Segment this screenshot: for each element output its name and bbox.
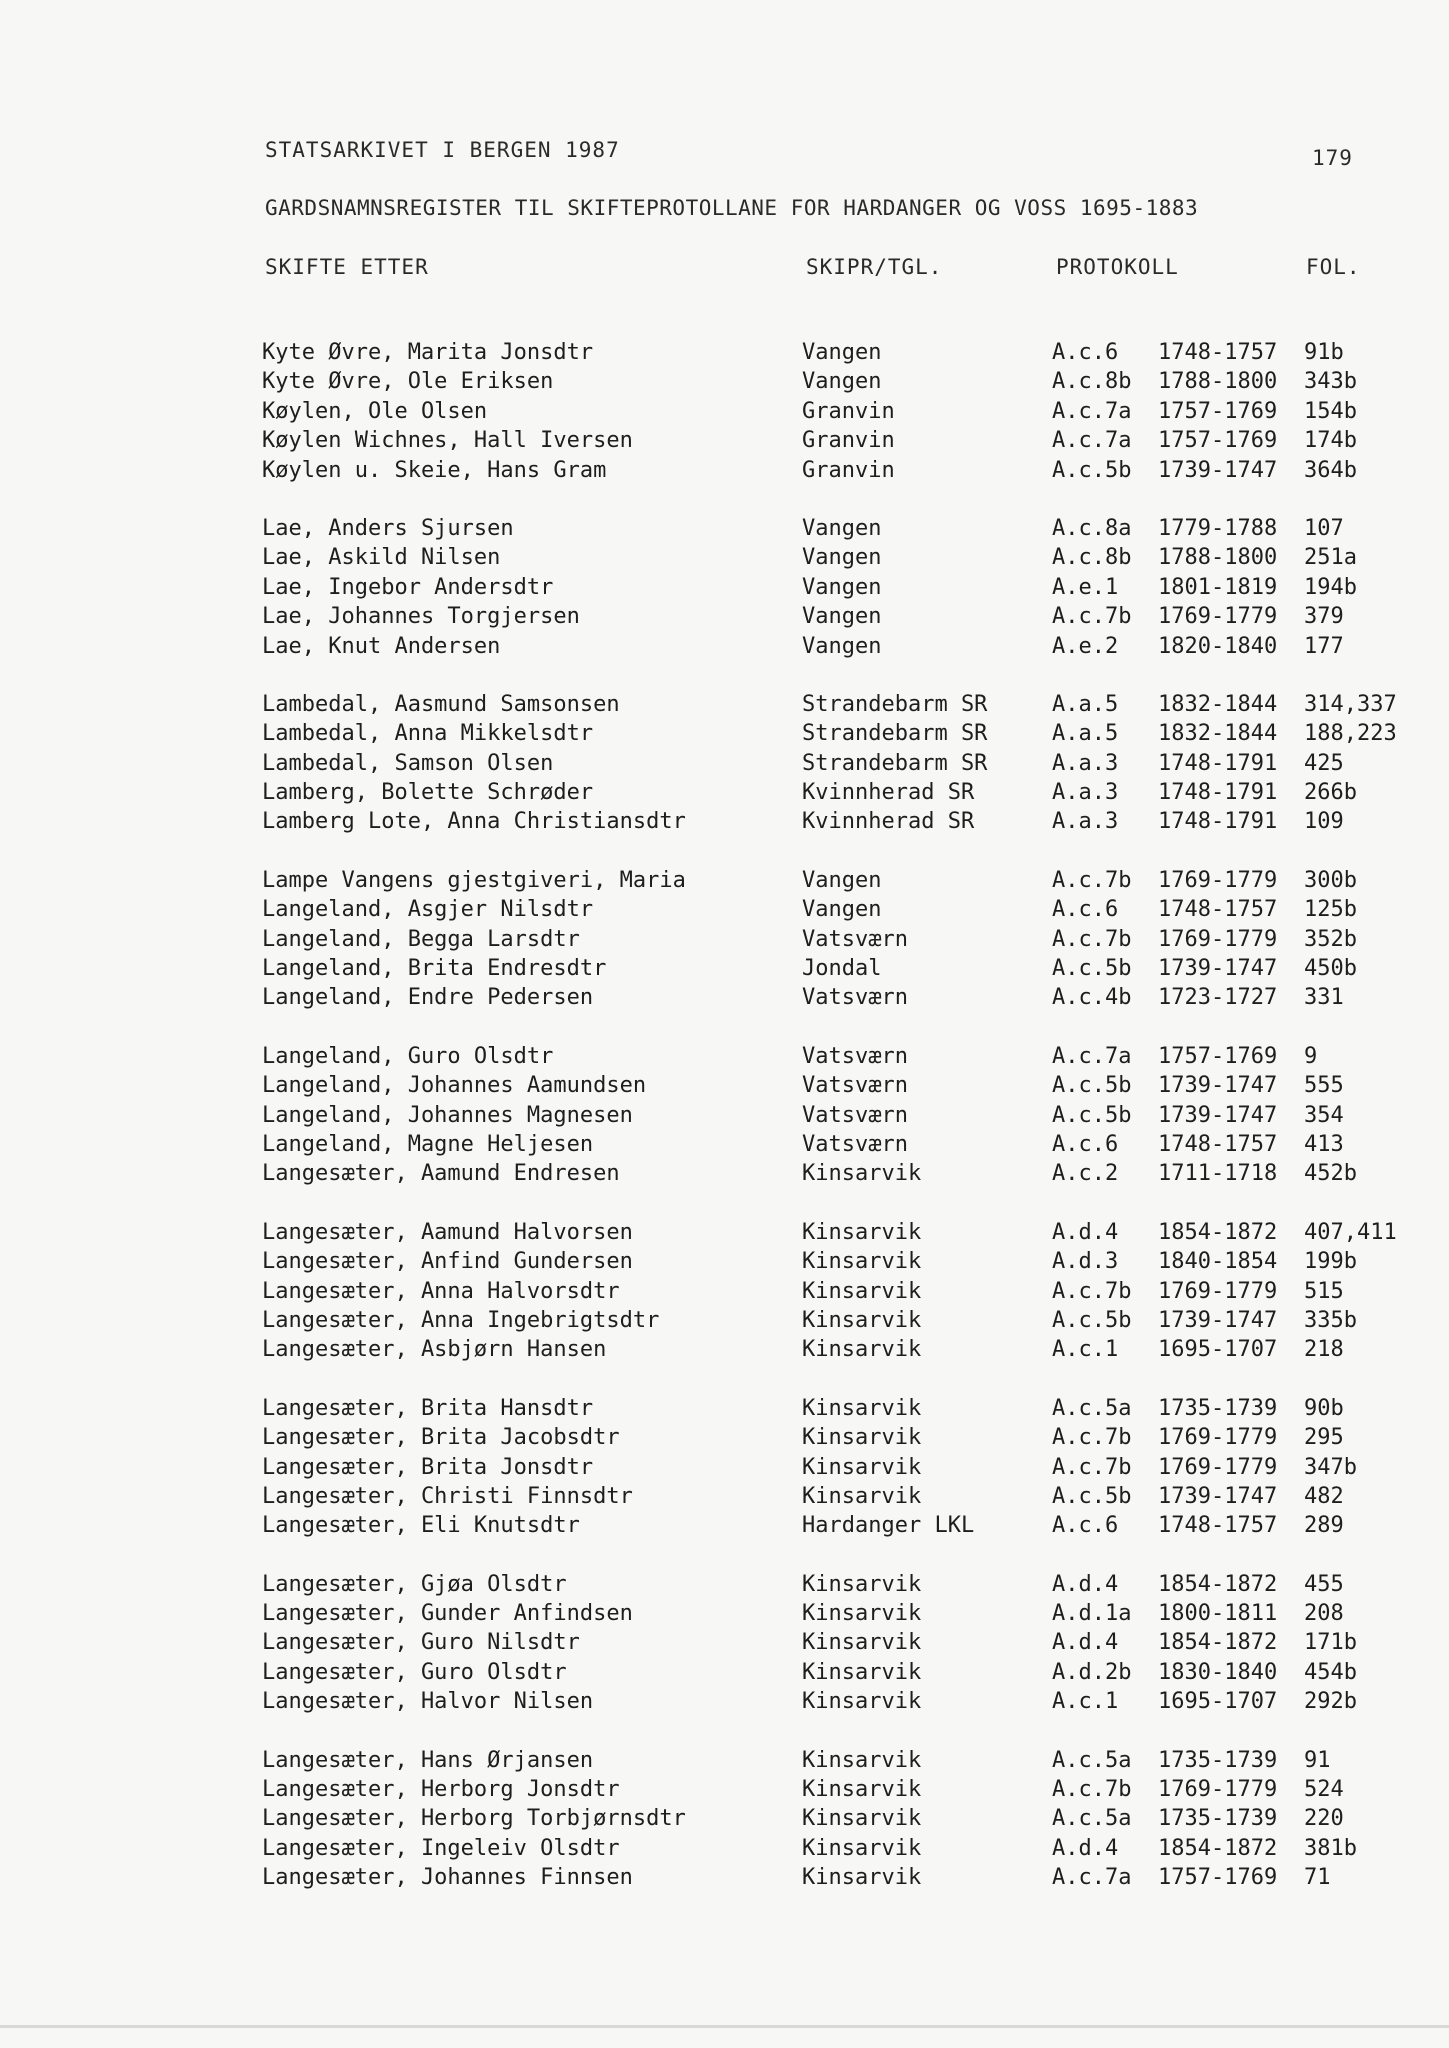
entry-protocol: A.a.3 — [1052, 750, 1119, 776]
entry-parish: Vatsværn — [802, 1043, 908, 1069]
archive-heading: STATSARKIVET I BERGEN 1987 — [265, 138, 620, 162]
entry-folio: 347b — [1304, 1454, 1357, 1480]
entry-name: Kyte Øvre, Marita Jonsdtr — [262, 340, 594, 365]
entry-parish: Hardanger LKL — [802, 1513, 975, 1539]
entry-name: Lambedal, Samson Olsen — [262, 750, 554, 776]
entry-group — [0, 1396, 1449, 1543]
entry-folio: 413 — [1304, 1131, 1344, 1157]
register-row — [0, 1601, 1449, 1630]
register-row — [0, 1513, 1449, 1542]
register-row — [0, 1161, 1449, 1190]
entry-parish: Granvin — [802, 457, 895, 483]
entry-name: Langeland, Brita Endresdtr — [262, 956, 607, 982]
entry-folio: 220 — [1304, 1806, 1344, 1832]
entry-years: 1695-1707 — [1158, 1337, 1278, 1363]
register-row — [0, 1249, 1449, 1278]
entry-name: Langesæter, Brita Hansdtr — [262, 1395, 594, 1421]
register-row — [0, 340, 1449, 369]
entry-parish: Kinsarvik — [802, 1425, 922, 1451]
entry-folio: 364b — [1304, 457, 1357, 483]
register-row — [0, 1073, 1449, 1102]
entry-protocol: A.c.7a — [1052, 1043, 1132, 1069]
register-row — [0, 985, 1449, 1014]
entry-protocol: A.c.6 — [1052, 340, 1119, 365]
register-row — [0, 1572, 1449, 1601]
entry-parish: Vangen — [802, 340, 882, 365]
entry-protocol: A.a.5 — [1052, 721, 1119, 747]
entry-years: 1748-1757 — [1158, 340, 1278, 365]
register-row — [0, 458, 1449, 487]
entry-protocol: A.c.6 — [1052, 897, 1119, 923]
entry-years: 1748-1757 — [1158, 897, 1278, 923]
entry-group — [0, 868, 1449, 1015]
entry-name: Langesæter, Aamund Endresen — [262, 1161, 620, 1187]
entry-protocol: A.c.7b — [1052, 1425, 1132, 1451]
entry-years: 1723-1727 — [1158, 985, 1278, 1011]
entry-protocol: A.c.5a — [1052, 1395, 1132, 1421]
entry-name: Langesæter, Johannes Finnsen — [262, 1865, 633, 1891]
entry-protocol: A.c.7b — [1052, 926, 1132, 952]
column-header-name: SKIFTE ETTER — [265, 255, 429, 279]
entry-name: Køylen, Ole Olsen — [262, 398, 488, 424]
entry-parish: Kinsarvik — [802, 1395, 922, 1421]
register-row — [0, 545, 1449, 574]
entry-years: 1840-1854 — [1158, 1249, 1278, 1275]
entry-protocol: A.d.4 — [1052, 1219, 1119, 1245]
entry-group — [0, 1572, 1449, 1719]
entry-years: 1757-1769 — [1158, 1043, 1278, 1069]
entry-years: 1711-1718 — [1158, 1161, 1278, 1187]
entry-protocol: A.a.3 — [1052, 780, 1119, 806]
entry-parish: Kinsarvik — [802, 1483, 922, 1509]
entry-name: Langesæter, Ingeleiv Olsdtr — [262, 1835, 620, 1861]
register-row — [0, 1689, 1449, 1718]
entry-parish: Kinsarvik — [802, 1337, 922, 1363]
entry-protocol: A.c.8a — [1052, 515, 1132, 541]
entry-protocol: A.c.5b — [1052, 1073, 1132, 1099]
register-row — [0, 604, 1449, 633]
entry-parish: Kinsarvik — [802, 1630, 922, 1656]
entry-years: 1748-1757 — [1158, 1131, 1278, 1157]
entry-years: 1769-1779 — [1158, 1454, 1278, 1480]
entry-protocol: A.c.5b — [1052, 457, 1132, 483]
entry-years: 1800-1811 — [1158, 1601, 1278, 1627]
entry-years: 1748-1791 — [1158, 750, 1278, 776]
register-row — [0, 1103, 1449, 1132]
entry-name: Lambedal, Aasmund Samsonsen — [262, 691, 620, 717]
entry-folio: 407,411 — [1304, 1219, 1397, 1245]
entry-parish: Kinsarvik — [802, 1659, 922, 1685]
entry-parish: Kinsarvik — [802, 1571, 922, 1597]
register-row — [0, 634, 1449, 663]
entry-protocol: A.a.3 — [1052, 809, 1119, 835]
register-row — [0, 1484, 1449, 1513]
entry-parish: Vangen — [802, 515, 882, 541]
register-row — [0, 1308, 1449, 1337]
entry-protocol: A.c.1 — [1052, 1689, 1119, 1715]
entry-parish: Kinsarvik — [802, 1161, 922, 1187]
entry-years: 1695-1707 — [1158, 1689, 1278, 1715]
register-row — [0, 809, 1449, 838]
register-row — [0, 1396, 1449, 1425]
entry-protocol: A.c.5a — [1052, 1747, 1132, 1773]
entry-folio: 171b — [1304, 1630, 1357, 1656]
entry-folio: 199b — [1304, 1249, 1357, 1275]
entry-name: Langesæter, Aamund Halvorsen — [262, 1219, 633, 1245]
entry-parish: Jondal — [802, 956, 882, 982]
register-row — [0, 369, 1449, 398]
register-entries — [0, 340, 1449, 1924]
entry-parish: Kinsarvik — [802, 1454, 922, 1480]
entry-folio: 289 — [1304, 1513, 1344, 1539]
entry-folio: 194b — [1304, 574, 1357, 600]
entry-name: Langesæter, Christi Finnsdtr — [262, 1483, 633, 1509]
entry-name: Lamberg, Bolette Schrøder — [262, 780, 594, 806]
entry-protocol: A.c.4b — [1052, 985, 1132, 1011]
entry-parish: Vangen — [802, 867, 882, 893]
entry-parish: Vangen — [802, 633, 882, 659]
register-row — [0, 428, 1449, 457]
entry-parish: Kinsarvik — [802, 1806, 922, 1832]
entry-folio: 9 — [1304, 1043, 1318, 1069]
entry-parish: Kvinnherad SR — [802, 780, 975, 806]
register-title: GARDSNAMNSREGISTER TIL SKIFTEPROTOLLANE FOR HARDANGER OG VOSS 1695-1883 — [265, 196, 1199, 220]
entry-years: 1832-1844 — [1158, 691, 1278, 717]
entry-folio: 107 — [1304, 515, 1344, 541]
entry-name: Kyte Øvre, Ole Eriksen — [262, 369, 554, 395]
entry-name: Langesæter, Brita Jonsdtr — [262, 1454, 594, 1480]
entry-years: 1779-1788 — [1158, 515, 1278, 541]
register-row — [0, 868, 1449, 897]
entry-parish: Kinsarvik — [802, 1777, 922, 1803]
entry-parish: Kinsarvik — [802, 1307, 922, 1333]
entry-name: Langesæter, Anna Ingebrigtsdtr — [262, 1307, 660, 1333]
entry-group — [0, 1044, 1449, 1191]
entry-parish: Granvin — [802, 398, 895, 424]
entry-name: Langesæter, Guro Nilsdtr — [262, 1630, 580, 1656]
entry-protocol: A.c.7b — [1052, 1454, 1132, 1480]
entry-name: Langesæter, Halvor Nilsen — [262, 1689, 594, 1715]
entry-folio: 452b — [1304, 1161, 1357, 1187]
register-row — [0, 1279, 1449, 1308]
entry-protocol: A.e.2 — [1052, 633, 1119, 659]
entry-folio: 71 — [1304, 1865, 1331, 1891]
register-row — [0, 1425, 1449, 1454]
entry-years: 1769-1779 — [1158, 1425, 1278, 1451]
entry-parish: Vatsværn — [802, 985, 908, 1011]
entry-folio: 450b — [1304, 956, 1357, 982]
entry-group — [0, 1748, 1449, 1895]
entry-parish: Kvinnherad SR — [802, 809, 975, 835]
entry-folio: 524 — [1304, 1777, 1344, 1803]
entry-group — [0, 1220, 1449, 1367]
entry-years: 1739-1747 — [1158, 1073, 1278, 1099]
entry-name: Lampe Vangens gjestgiveri, Maria — [262, 867, 686, 893]
entry-folio: 295 — [1304, 1425, 1344, 1451]
register-row — [0, 927, 1449, 956]
entry-folio: 314,337 — [1304, 691, 1397, 717]
entry-name: Lambedal, Anna Mikkelsdtr — [262, 721, 594, 747]
entry-protocol: A.c.6 — [1052, 1131, 1119, 1157]
entry-protocol: A.c.7a — [1052, 428, 1132, 454]
entry-parish: Vangen — [802, 574, 882, 600]
entry-years: 1832-1844 — [1158, 721, 1278, 747]
entry-name: Langesæter, Gunder Anfindsen — [262, 1601, 633, 1627]
column-header-parish: SKIPR/TGL. — [806, 255, 943, 279]
entry-parish: Strandebarm SR — [802, 750, 988, 776]
entry-folio: 381b — [1304, 1835, 1357, 1861]
entry-parish: Kinsarvik — [802, 1835, 922, 1861]
entry-protocol: A.d.2b — [1052, 1659, 1132, 1685]
entry-protocol: A.d.4 — [1052, 1571, 1119, 1597]
entry-name: Langeland, Endre Pedersen — [262, 985, 594, 1011]
entry-years: 1739-1747 — [1158, 1102, 1278, 1128]
entry-protocol: A.d.4 — [1052, 1835, 1119, 1861]
entry-parish: Vatsværn — [802, 1131, 908, 1157]
entry-protocol: A.c.7a — [1052, 1865, 1132, 1891]
entry-protocol: A.d.4 — [1052, 1630, 1119, 1656]
entry-folio: 335b — [1304, 1307, 1357, 1333]
entry-name: Langeland, Magne Heljesen — [262, 1131, 594, 1157]
entry-years: 1854-1872 — [1158, 1219, 1278, 1245]
entry-name: Langesæter, Anfind Gundersen — [262, 1249, 633, 1275]
entry-parish: Kinsarvik — [802, 1747, 922, 1773]
entry-years: 1739-1747 — [1158, 956, 1278, 982]
register-row — [0, 897, 1449, 926]
entry-name: Lamberg Lote, Anna Christiansdtr — [262, 809, 686, 835]
entry-folio: 354 — [1304, 1102, 1344, 1128]
entry-years: 1748-1757 — [1158, 1513, 1278, 1539]
entry-parish: Granvin — [802, 428, 895, 454]
entry-years: 1788-1800 — [1158, 545, 1278, 571]
page-number: 179 — [1312, 146, 1353, 170]
entry-years: 1739-1747 — [1158, 457, 1278, 483]
entry-folio: 154b — [1304, 398, 1357, 424]
entry-name: Langeland, Asgjer Nilsdtr — [262, 897, 594, 923]
entry-parish: Vatsværn — [802, 1073, 908, 1099]
entry-name: Langesæter, Anna Halvorsdtr — [262, 1278, 620, 1304]
register-row — [0, 956, 1449, 985]
register-row — [0, 1630, 1449, 1659]
entry-protocol: A.a.5 — [1052, 691, 1119, 717]
entry-folio: 343b — [1304, 369, 1357, 395]
entry-protocol: A.c.5b — [1052, 1483, 1132, 1509]
entry-years: 1739-1747 — [1158, 1483, 1278, 1509]
register-row — [0, 1806, 1449, 1835]
entry-folio: 266b — [1304, 780, 1357, 806]
entry-name: Langesæter, Hans Ørjansen — [262, 1747, 594, 1773]
entry-folio: 454b — [1304, 1659, 1357, 1685]
entry-folio: 177 — [1304, 633, 1344, 659]
entry-protocol: A.e.1 — [1052, 574, 1119, 600]
entry-years: 1854-1872 — [1158, 1835, 1278, 1861]
entry-protocol: A.d.1a — [1052, 1601, 1132, 1627]
entry-years: 1769-1779 — [1158, 1777, 1278, 1803]
entry-name: Køylen u. Skeie, Hans Gram — [262, 457, 607, 483]
entry-parish: Kinsarvik — [802, 1689, 922, 1715]
entry-parish: Kinsarvik — [802, 1249, 922, 1275]
entry-parish: Kinsarvik — [802, 1219, 922, 1245]
register-row — [0, 575, 1449, 604]
register-row — [0, 780, 1449, 809]
entry-years: 1854-1872 — [1158, 1571, 1278, 1597]
entry-years: 1757-1769 — [1158, 398, 1278, 424]
entry-protocol: A.c.5b — [1052, 1307, 1132, 1333]
register-row — [0, 1220, 1449, 1249]
entry-folio: 90b — [1304, 1395, 1344, 1421]
entry-years: 1769-1779 — [1158, 604, 1278, 630]
entry-protocol: A.c.8b — [1052, 369, 1132, 395]
entry-name: Langeland, Johannes Aamundsen — [262, 1073, 647, 1099]
entry-protocol: A.c.7b — [1052, 1777, 1132, 1803]
entry-protocol: A.c.2 — [1052, 1161, 1119, 1187]
entry-name: Lae, Knut Andersen — [262, 633, 501, 659]
entry-name: Langesæter, Asbjørn Hansen — [262, 1337, 607, 1363]
entry-parish: Kinsarvik — [802, 1865, 922, 1891]
entry-group — [0, 516, 1449, 663]
entry-folio: 300b — [1304, 867, 1357, 893]
entry-years: 1735-1739 — [1158, 1747, 1278, 1773]
entry-protocol: A.c.5b — [1052, 1102, 1132, 1128]
entry-protocol: A.c.7b — [1052, 604, 1132, 630]
entry-parish: Vangen — [802, 545, 882, 571]
entry-parish: Kinsarvik — [802, 1601, 922, 1627]
entry-folio: 109 — [1304, 809, 1344, 835]
column-header-protocol: PROTOKOLL — [1056, 255, 1179, 279]
entry-folio: 352b — [1304, 926, 1357, 952]
entry-name: Lae, Ingebor Andersdtr — [262, 574, 554, 600]
entry-years: 1739-1747 — [1158, 1307, 1278, 1333]
entry-group — [0, 340, 1449, 487]
entry-name: Langeland, Johannes Magnesen — [262, 1102, 633, 1128]
register-row — [0, 1455, 1449, 1484]
entry-name: Langesæter, Eli Knutsdtr — [262, 1513, 580, 1539]
register-row — [0, 721, 1449, 750]
entry-parish: Strandebarm SR — [802, 691, 988, 717]
entry-folio: 188,223 — [1304, 721, 1397, 747]
entry-protocol: A.d.3 — [1052, 1249, 1119, 1275]
entry-years: 1769-1779 — [1158, 1278, 1278, 1304]
entry-years: 1748-1791 — [1158, 780, 1278, 806]
entry-name: Lae, Askild Nilsen — [262, 545, 501, 571]
entry-folio: 91b — [1304, 340, 1344, 365]
entry-parish: Vangen — [802, 897, 882, 923]
entry-years: 1757-1769 — [1158, 428, 1278, 454]
entry-name: Langesæter, Brita Jacobsdtr — [262, 1425, 620, 1451]
entry-parish: Strandebarm SR — [802, 721, 988, 747]
entry-parish: Vatsværn — [802, 1102, 908, 1128]
register-row — [0, 1748, 1449, 1777]
entry-parish: Kinsarvik — [802, 1278, 922, 1304]
entry-name: Langesæter, Gjøa Olsdtr — [262, 1571, 567, 1597]
entry-years: 1854-1872 — [1158, 1630, 1278, 1656]
register-row — [0, 1132, 1449, 1161]
register-row — [0, 751, 1449, 780]
entry-years: 1820-1840 — [1158, 633, 1278, 659]
register-row — [0, 692, 1449, 721]
entry-protocol: A.c.8b — [1052, 545, 1132, 571]
entry-protocol: A.c.6 — [1052, 1513, 1119, 1539]
entry-folio: 455 — [1304, 1571, 1344, 1597]
entry-folio: 208 — [1304, 1601, 1344, 1627]
register-row — [0, 1044, 1449, 1073]
entry-years: 1830-1840 — [1158, 1659, 1278, 1685]
entry-years: 1748-1791 — [1158, 809, 1278, 835]
entry-name: Langesæter, Herborg Torbjørnsdtr — [262, 1806, 686, 1832]
entry-name: Lae, Johannes Torgjersen — [262, 604, 580, 630]
register-row — [0, 1660, 1449, 1689]
entry-folio: 125b — [1304, 897, 1357, 923]
entry-folio: 292b — [1304, 1689, 1357, 1715]
entry-name: Langeland, Guro Olsdtr — [262, 1043, 554, 1069]
entry-name: Langesæter, Herborg Jonsdtr — [262, 1777, 620, 1803]
entry-folio: 482 — [1304, 1483, 1344, 1509]
entry-years: 1757-1769 — [1158, 1865, 1278, 1891]
entry-years: 1735-1739 — [1158, 1395, 1278, 1421]
entry-protocol: A.c.5b — [1052, 956, 1132, 982]
entry-protocol: A.c.7b — [1052, 867, 1132, 893]
entry-name: Langeland, Begga Larsdtr — [262, 926, 580, 952]
register-row — [0, 399, 1449, 428]
entry-name: Langesæter, Guro Olsdtr — [262, 1659, 567, 1685]
entry-name: Lae, Anders Sjursen — [262, 515, 514, 541]
entry-name: Køylen Wichnes, Hall Iversen — [262, 428, 633, 454]
entry-group — [0, 692, 1449, 839]
entry-folio: 379 — [1304, 604, 1344, 630]
entry-folio: 331 — [1304, 985, 1344, 1011]
entry-protocol: A.c.7b — [1052, 1278, 1132, 1304]
entry-years: 1788-1800 — [1158, 369, 1278, 395]
entry-parish: Vangen — [802, 604, 882, 630]
entry-folio: 425 — [1304, 750, 1344, 776]
entry-parish: Vatsværn — [802, 926, 908, 952]
entry-years: 1769-1779 — [1158, 867, 1278, 893]
entry-folio: 91 — [1304, 1747, 1331, 1773]
register-row — [0, 1337, 1449, 1366]
entry-protocol: A.c.1 — [1052, 1337, 1119, 1363]
entry-folio: 515 — [1304, 1278, 1344, 1304]
column-header-folio: FOL. — [1306, 255, 1361, 279]
page-edge — [0, 2025, 1449, 2028]
entry-folio: 251a — [1304, 545, 1357, 571]
entry-protocol: A.c.7a — [1052, 398, 1132, 424]
entry-years: 1801-1819 — [1158, 574, 1278, 600]
entry-parish: Vangen — [802, 369, 882, 395]
entry-folio: 555 — [1304, 1073, 1344, 1099]
register-row — [0, 1777, 1449, 1806]
entry-folio: 174b — [1304, 428, 1357, 454]
register-row — [0, 1836, 1449, 1865]
entry-years: 1735-1739 — [1158, 1806, 1278, 1832]
register-row — [0, 1865, 1449, 1894]
entry-protocol: A.c.5a — [1052, 1806, 1132, 1832]
register-row — [0, 516, 1449, 545]
entry-years: 1769-1779 — [1158, 926, 1278, 952]
entry-folio: 218 — [1304, 1337, 1344, 1363]
